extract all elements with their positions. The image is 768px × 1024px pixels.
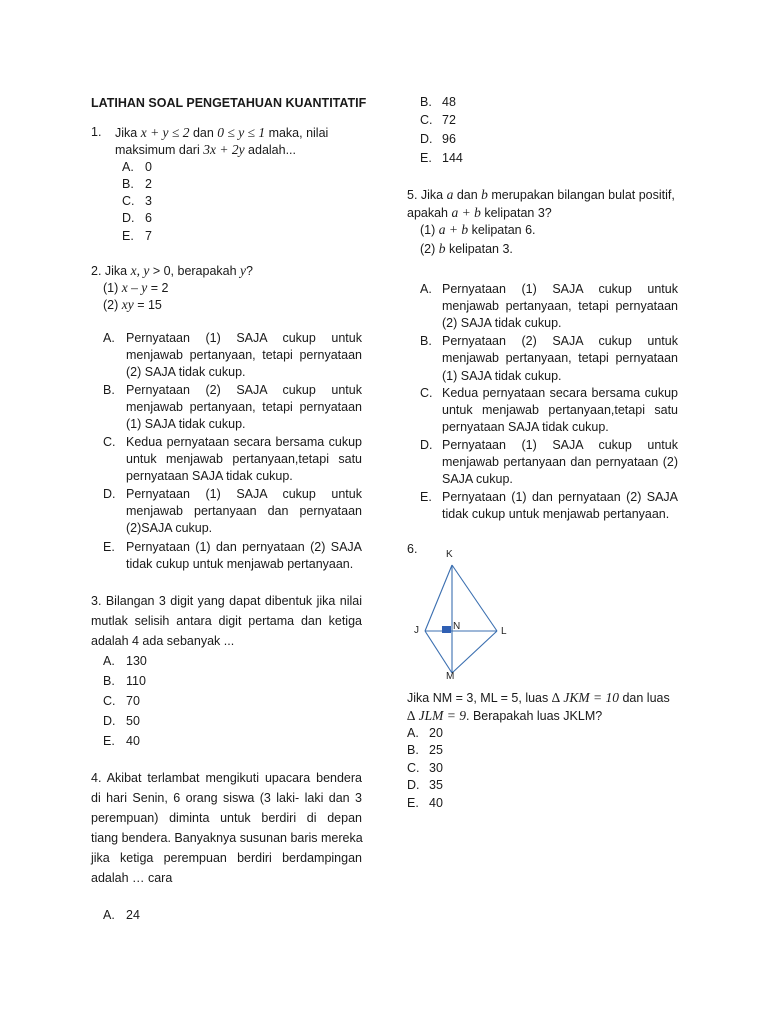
question-6-line-2: [407, 708, 602, 724]
option-text[interactable]: 25: [429, 743, 443, 757]
option-text-line[interactable]: Pernyataan (2) SAJA cukup untuk: [442, 334, 678, 348]
option-text-line[interactable]: Pernyataan (1) SAJA cukup untuk: [126, 487, 362, 501]
question-4-line: tiang bendera. Banyaknya susunan baris mereka: [91, 831, 363, 845]
question-4-line: adalah … cara: [91, 871, 173, 885]
option-text[interactable]: 24: [126, 908, 140, 922]
q2-text: 2. Jika: [91, 264, 131, 278]
option-text-line[interactable]: pernyataan SAJA tidak cukup.: [126, 469, 293, 483]
option-text-line[interactable]: Pernyataan (1) dan pernyataan (2) SAJA: [126, 540, 362, 554]
option-label[interactable]: D.: [103, 487, 116, 501]
option-text-line[interactable]: untuk menjawab pertanyaan,tetapi satu: [442, 403, 678, 417]
q5-text: kelipatan 6.: [468, 223, 536, 237]
q6-text: . Berapakah luas JKLM?: [466, 709, 603, 723]
option-text-line[interactable]: menjawab pertanyaan, tetapi pernyataan: [442, 351, 678, 365]
q5-math: b: [438, 241, 446, 256]
q1-text: maksimum dari: [115, 143, 204, 157]
q6-text: Jika NM = 3, ML = 5, luas: [407, 691, 552, 705]
q6-text: dan luas: [618, 691, 670, 705]
option-label[interactable]: E.: [122, 229, 134, 243]
question-4-line: jika ketiga perempuan berdiri berdampingan: [91, 851, 362, 865]
option-text[interactable]: 40: [126, 734, 140, 748]
option-label[interactable]: E.: [420, 151, 432, 165]
option-text-line[interactable]: (2)SAJA cukup.: [126, 521, 213, 535]
q5-math: b: [481, 187, 488, 202]
option-label[interactable]: A.: [103, 654, 115, 668]
option-label[interactable]: D.: [122, 211, 135, 225]
question-3-line: 3. Bilangan 3 digit yang dapat dibentuk jika nilai: [91, 594, 362, 608]
q1-text: adalah...: [244, 143, 296, 157]
q5-math: a + b: [451, 205, 481, 220]
q5-text: merupakan bilangan bulat positif,: [487, 188, 675, 202]
option-label[interactable]: B.: [122, 177, 134, 191]
question-1-number: 1.: [91, 125, 102, 139]
q1-text: Jika: [115, 126, 141, 140]
option-label[interactable]: B.: [420, 95, 432, 109]
option-text-line[interactable]: menjawab pertanyaan, tetapi pernyataan: [126, 400, 362, 414]
q5-text: (1): [420, 223, 439, 237]
option-label[interactable]: A.: [420, 282, 432, 296]
q5-text: 5. Jika: [407, 188, 447, 202]
option-text-line[interactable]: (1) SAJA tidak cukup.: [126, 417, 246, 431]
option-text-line[interactable]: menjawab pertanyaan, tetapi pernyataan: [126, 348, 362, 362]
option-text[interactable]: 72: [442, 113, 456, 127]
question-1-line-1: [115, 125, 362, 141]
option-text-line[interactable]: Pernyataan (1) SAJA cukup untuk: [442, 438, 678, 452]
page-title: LATIHAN SOAL PENGETAHUAN KUANTITATIF: [91, 96, 367, 110]
option-text-line[interactable]: tidak cukup untuk menjawab pertanyaan.: [126, 557, 354, 571]
q1-text: dan: [189, 126, 218, 140]
q5-text: apakah: [407, 206, 452, 220]
option-label[interactable]: D.: [420, 132, 433, 146]
q2-text: = 2: [147, 281, 169, 295]
option-text-line[interactable]: Kedua pernyataan secara bersama cukup: [126, 435, 362, 449]
q5-text: dan: [453, 188, 482, 202]
question-2-statement-2: [103, 297, 162, 313]
kite-outline: [425, 565, 497, 673]
option-text[interactable]: 130: [126, 654, 147, 668]
option-label[interactable]: C.: [103, 694, 116, 708]
option-text-line[interactable]: untuk menjawab pertanyaan,tetapi satu: [126, 452, 362, 466]
option-label[interactable]: B.: [103, 674, 115, 688]
option-label[interactable]: A.: [122, 160, 134, 174]
question-1-line-2: [115, 142, 296, 158]
vertex-label-k: K: [446, 549, 453, 560]
option-label[interactable]: E.: [420, 490, 432, 504]
option-label[interactable]: C.: [122, 194, 135, 208]
vertex-label-m: M: [446, 671, 455, 682]
q2-text: ?: [246, 264, 253, 278]
option-label[interactable]: B.: [407, 743, 419, 757]
option-text-line[interactable]: Pernyataan (1) SAJA cukup untuk: [126, 331, 362, 345]
option-text-line[interactable]: Pernyataan (1) dan pernyataan (2) SAJA: [442, 490, 678, 504]
option-label[interactable]: E.: [103, 734, 115, 748]
q2-text: = 15: [133, 298, 162, 312]
option-text-line[interactable]: (2) SAJA tidak cukup.: [442, 316, 562, 330]
option-text-line[interactable]: Pernyataan (2) SAJA cukup untuk: [126, 383, 362, 397]
question-5-line-1: [407, 187, 675, 203]
option-text[interactable]: 70: [126, 694, 140, 708]
q2-math: x – y: [121, 280, 148, 295]
right-angle-marker: [442, 626, 451, 633]
option-label[interactable]: A.: [103, 908, 115, 922]
q1-math: x + y ≤ 2: [140, 125, 190, 140]
q5-math: a: [446, 187, 454, 202]
q5-text: kelipatan 3?: [480, 206, 552, 220]
option-text[interactable]: 40: [429, 796, 443, 810]
q1-math: 0 ≤ y ≤ 1: [217, 125, 266, 140]
option-text-line[interactable]: Pernyataan (1) SAJA cukup untuk: [442, 282, 678, 296]
kite-diagram: [410, 545, 520, 685]
option-text-line[interactable]: (1) SAJA tidak cukup.: [442, 369, 562, 383]
option-text-line[interactable]: menjawab pertanyaan dan pernyataan: [126, 504, 362, 518]
edge-kj: [425, 565, 452, 631]
option-label[interactable]: D.: [420, 438, 433, 452]
option-label[interactable]: A.: [407, 726, 419, 740]
option-text[interactable]: 30: [429, 761, 443, 775]
edge-lm: [452, 631, 497, 673]
option-label[interactable]: E.: [407, 796, 419, 810]
option-text[interactable]: 6: [145, 211, 152, 225]
question-2-statement-1: [103, 280, 168, 296]
option-text[interactable]: 2: [145, 177, 152, 191]
option-text[interactable]: 0: [145, 160, 152, 174]
option-text[interactable]: 20: [429, 726, 443, 740]
q2-math: y: [240, 263, 247, 278]
question-6-number: 6.: [407, 542, 418, 556]
q2-text: (2): [103, 298, 122, 312]
option-label[interactable]: B.: [103, 383, 115, 397]
vertex-label-l: L: [501, 626, 507, 637]
q5-math: a + b: [438, 222, 469, 237]
question-3-line: mutlak selisih antara digit pertama dan ketiga: [91, 614, 362, 628]
q2-math: x, y: [130, 263, 150, 278]
option-text-line[interactable]: menjawab pertanyaan, tetapi pernyataan: [442, 299, 678, 313]
q2-text: (1): [103, 281, 122, 295]
option-label[interactable]: D.: [407, 778, 420, 792]
option-text[interactable]: 144: [442, 151, 463, 165]
option-label[interactable]: A.: [103, 331, 115, 345]
question-6-line-1: [407, 690, 670, 706]
option-text[interactable]: 48: [442, 95, 456, 109]
option-label[interactable]: D.: [103, 714, 116, 728]
question-4-line: 4. Akibat terlambat mengikuti upacara bendera: [91, 771, 362, 785]
option-text-line[interactable]: Kedua pernyataan secara bersama cukup: [442, 386, 678, 400]
option-label[interactable]: C.: [103, 435, 116, 449]
q1-math: 3x + 2y: [203, 142, 245, 157]
q5-text: kelipatan 3.: [445, 242, 513, 256]
vertex-label-j: J: [414, 625, 419, 636]
question-4-line: di hari Senin, 6 orang siswa (3 laki- laki dan 3: [91, 791, 362, 805]
option-text-line[interactable]: tidak cukup untuk menjawab pertanyaan.: [442, 507, 670, 521]
question-5-statement-2: [420, 241, 513, 257]
q2-text: > 0, berapakah: [149, 264, 241, 278]
option-label[interactable]: B.: [420, 334, 432, 348]
option-text-line[interactable]: SAJA cukup.: [442, 472, 513, 486]
q6-math: ∆ JKM = 10: [551, 690, 619, 705]
option-label[interactable]: C.: [407, 761, 420, 775]
q2-math: xy: [121, 297, 134, 312]
option-text[interactable]: 3: [145, 194, 152, 208]
question-2-stem: [91, 263, 253, 279]
question-5-statement-1: [420, 222, 536, 238]
question-5-line-2: [407, 205, 552, 221]
q6-math: ∆ JLM = 9: [407, 708, 466, 723]
option-text[interactable]: 110: [126, 674, 146, 688]
question-3-line: adalah 4 ada sebanyak ...: [91, 634, 235, 648]
option-text-line[interactable]: (2) SAJA tidak cukup.: [126, 365, 246, 379]
edge-jm: [425, 631, 452, 673]
q1-text: maka, nilai: [265, 126, 329, 140]
question-4-line: perempuan) diminta untuk berdiri di depan: [91, 811, 362, 825]
vertex-label-n: N: [453, 621, 461, 632]
option-text-line[interactable]: menjawab pertanyaan dan pernyataan (2): [442, 455, 678, 469]
q5-text: (2): [420, 242, 439, 256]
option-text[interactable]: 35: [429, 778, 443, 792]
option-label[interactable]: C.: [420, 386, 433, 400]
option-text-line[interactable]: pernyataan SAJA tidak cukup.: [442, 420, 609, 434]
option-label[interactable]: E.: [103, 540, 115, 554]
option-label[interactable]: C.: [420, 113, 433, 127]
option-text[interactable]: 96: [442, 132, 456, 146]
option-text[interactable]: 7: [145, 229, 152, 243]
option-text[interactable]: 50: [126, 714, 140, 728]
